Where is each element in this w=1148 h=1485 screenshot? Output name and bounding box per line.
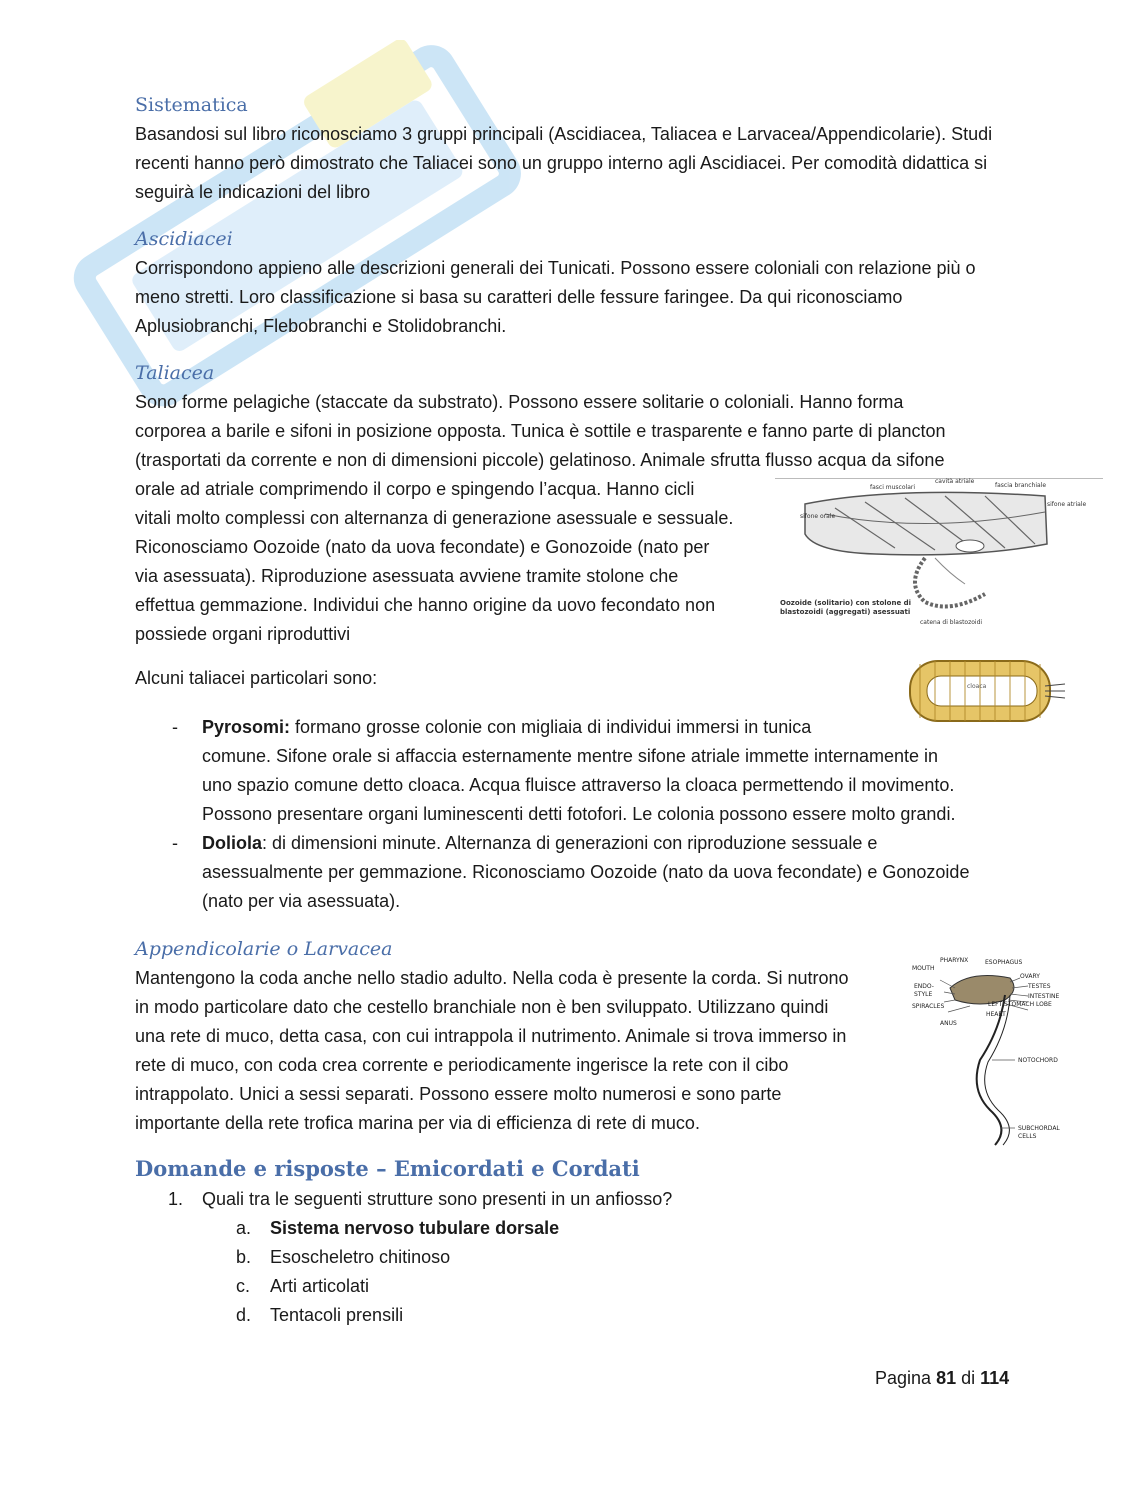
domande-title: Domande e risposte – Emicordati e Cordati <box>135 1156 640 1181</box>
option-letter: b. <box>236 1247 252 1267</box>
label-caption1: Oozoide (solitario) con stolone di <box>780 599 912 607</box>
question-number: 1. <box>168 1189 184 1209</box>
label-esophagus: ESOPHAGUS <box>985 959 1023 966</box>
label-caption2: blastozoidi (aggregati) asessuati <box>780 608 911 616</box>
label-anus: ANUS <box>940 1020 957 1027</box>
appendicolarie-line: importante della rete trofica marina per via di efficienza di rete di muco. <box>135 1113 700 1133</box>
option-text: Sistema nervoso tubulare dorsale <box>270 1218 560 1238</box>
taliacea-line: orale ad atriale comprimendo il corpo e spingendo l’acqua. Hanno cicli <box>135 479 695 499</box>
label-cavita: cavità atriale <box>935 478 975 485</box>
term-pyrosomi: Pyrosomi: <box>202 717 291 737</box>
label-sifone-orale: sifone orale <box>800 513 836 520</box>
taliacea-line: vitali molto complessi con alternanza di generazione asessuale e sessuale. <box>135 508 734 528</box>
option-text: Tentacoli prensili <box>270 1305 404 1325</box>
option-c <box>236 1272 369 1301</box>
list-dash: - <box>172 833 178 853</box>
label-subchordal: CELLS <box>1018 1133 1037 1140</box>
label-pharynx: PHARYNX <box>940 957 969 964</box>
option-letter: c. <box>236 1276 251 1296</box>
pagina-label: Pagina <box>875 1368 932 1388</box>
appendicolarie-line: intrappolato. Unici a sessi separati. Possono essere molto numerosi e sono parte <box>135 1084 782 1104</box>
heading-ascidiacei: Ascidiacei <box>135 228 233 250</box>
pyrosomi-line: comune. Sifone orale si affaccia esternamente mentre sifone atriale immette internamente in <box>202 746 939 766</box>
pyrosomi-line: Possono presentare organi luminescenti detti fotofori. Le colonia possono essere molto grandi. <box>202 804 956 824</box>
page-number <box>875 1368 1009 1389</box>
larvacea-diagram <box>910 950 1075 1150</box>
taliacea-line: possiede organi riproduttivi <box>135 624 351 644</box>
label-cloaca: cloaca <box>967 683 987 690</box>
label-testes: TESTES <box>1028 983 1051 990</box>
taliacea-line: effettua gemmazione. Individui che hanno origine da uovo fecondato non <box>135 595 716 615</box>
appendicolarie-line: una rete di muco, detta casa, con cui intrappola il nutrimento. Animale si trova immerso in <box>135 1026 847 1046</box>
option-b <box>236 1243 450 1272</box>
taliacea-line: corporea a barile e sifoni in posizione opposta. Tunica è sottile e trasparente e fanno parte di plancton <box>135 421 946 441</box>
label-notochord: NOTOCHORD <box>1018 1057 1058 1064</box>
question-text: Quali tra le seguenti strutture sono presenti in un anfiosso? <box>202 1189 673 1209</box>
label-catena: catena di blastozoidi <box>920 619 983 626</box>
label-spiracles: SPIRACLES <box>912 1003 945 1010</box>
di-label: di <box>961 1368 976 1388</box>
label-sifone-atriale: sifone atriale <box>1047 501 1087 508</box>
doliola-line: asessualmente per gemmazione. Riconosciamo Oozoide (nato da uova fecondate) e Gonozoide <box>202 862 970 882</box>
heading-sistematica: Sistematica <box>135 94 248 116</box>
taliacea-line: (trasportati da corrente e non di dimensioni piccole) gelatinoso. Animale sfrutta flusso acqua da sifone <box>135 450 945 470</box>
label-heart: HEART <box>986 1011 1006 1018</box>
salpa-diagram <box>775 474 1103 632</box>
sistematica-text: Basandosi sul libro riconosciamo 3 gruppi principali (Ascidiacea, Taliacea e Larvacea/Appendicolarie). Studi recenti hanno però dimostrato che Taliacei sono un gruppo interno agli Ascidiacei. Per comodità didattica si seguirà le indicazioni del libro <box>135 124 993 202</box>
label-mouth: MOUTH <box>912 965 935 972</box>
label-fasci: fasci muscolari <box>870 484 916 491</box>
label-fascia: fascia branchiale <box>995 482 1047 489</box>
option-letter: a. <box>236 1218 252 1238</box>
pyrosomi-line: formano grosse colonie con migliaia di individui immersi in tunica <box>290 717 812 737</box>
option-a <box>236 1214 559 1243</box>
taliacei-particolari-intro: Alcuni taliacei particolari sono: <box>135 668 378 688</box>
label-endostyle: ENDO- <box>914 983 934 990</box>
list-item-pyrosomi <box>165 713 1013 829</box>
section-sistematica <box>135 91 1013 207</box>
option-text: Esoscheletro chitinoso <box>270 1247 451 1267</box>
question-1 <box>168 1185 672 1214</box>
section-appendicolarie <box>135 935 1013 1138</box>
list-dash: - <box>172 717 178 737</box>
taliacea-line: Sono forme pelagiche (staccate da substrato). Possono essere solitarie o coloniali. Hanno forma <box>135 392 904 412</box>
total-pages: 114 <box>980 1368 1010 1388</box>
appendicolarie-line: in modo particolare dato che cestello branchiale non è ben sviluppato. Utilizzano quindi <box>135 997 829 1017</box>
taliacei-list <box>165 713 1013 916</box>
label-ovary: OVARY <box>1020 973 1040 980</box>
option-text: Arti articolati <box>270 1276 370 1296</box>
label-subchordal: SUBCHORDAL <box>1018 1125 1060 1132</box>
label-endostyle: STYLE <box>914 991 933 998</box>
section-ascidiacei <box>135 225 1013 341</box>
heading-domande <box>135 1154 1013 1183</box>
option-letter: d. <box>236 1305 252 1325</box>
heading-appendicolarie: Appendicolarie o Larvacea <box>135 938 393 960</box>
option-d <box>236 1301 403 1330</box>
current-page: 81 <box>936 1368 957 1388</box>
pyrosomi-line: uno spazio comune detto cloaca. Acqua fluisce attraverso la cloaca permettendo il movimento. <box>202 775 955 795</box>
list-item-doliola <box>165 829 1013 916</box>
doliola-line: (nato per via asessuata). <box>202 891 401 911</box>
heading-taliacea: Taliacea <box>135 362 215 384</box>
appendicolarie-line: rete di muco, con coda crea corrente e periodicamente ingerisce la rete con il cibo <box>135 1055 789 1075</box>
doliola-line: : di dimensioni minute. Alternanza di generazioni con riproduzione sessuale e <box>262 833 878 853</box>
label-left-stomach: LEFT STOMACH LOBE <box>988 1001 1052 1008</box>
taliacea-line: Riconosciamo Oozoide (nato da uova fecondate) e Gonozoide (nato per <box>135 537 710 557</box>
appendicolarie-line: Mantengono la coda anche nello stadio adulto. Nella coda è presente la corda. Si nutrono <box>135 968 849 988</box>
ascidiacei-text: Corrispondono appieno alle descrizioni generali dei Tunicati. Possono essere coloniali con relazione più o meno stretti. Loro classificazione si basa su caratteri delle fessure faringee. Da qui riconosciamo Aplusiobranchi, Flebobranchi e Stolidobranchi. <box>135 258 976 336</box>
label-intestine: INTESTINE <box>1028 993 1060 1000</box>
term-doliola: Doliola <box>202 833 263 853</box>
taliacea-line: via asessuata). Riproduzione asessuata avviene tramite stolone che <box>135 566 679 586</box>
